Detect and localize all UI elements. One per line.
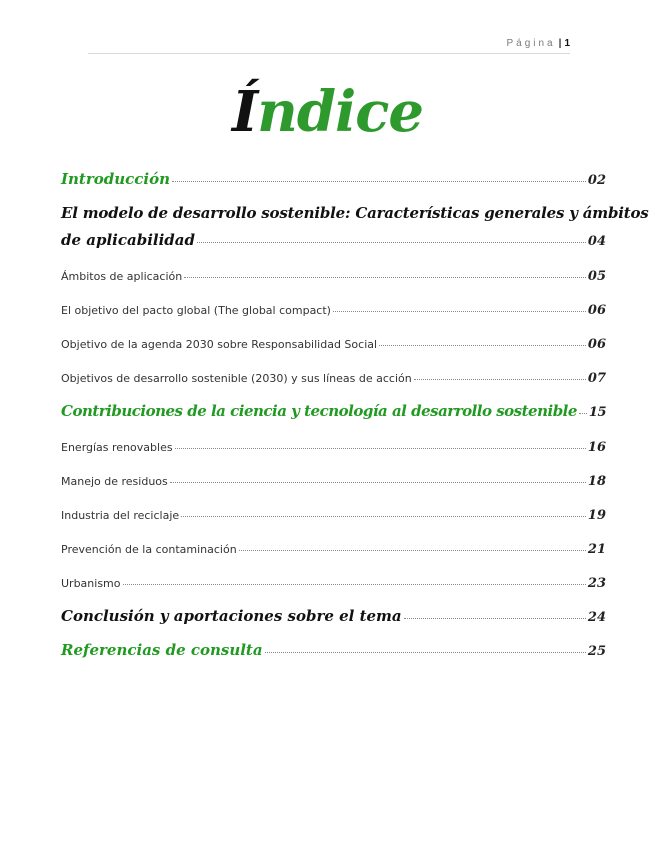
toc-entry-pacto[interactable] bbox=[61, 303, 606, 318]
dot-leader bbox=[265, 643, 586, 653]
toc-page: 18 bbox=[587, 474, 606, 489]
dot-leader bbox=[239, 541, 586, 551]
toc-page: 21 bbox=[587, 542, 606, 557]
toc-label: Industria del reciclaje bbox=[61, 509, 180, 522]
toc-entry-residuos[interactable] bbox=[61, 474, 606, 489]
toc-page: 24 bbox=[587, 610, 606, 625]
toc-page: 23 bbox=[587, 576, 606, 591]
toc-entry-reciclaje[interactable] bbox=[61, 508, 606, 523]
toc-entry-referencias[interactable] bbox=[61, 641, 606, 659]
page-number-label bbox=[506, 38, 570, 49]
toc-label: Introducción bbox=[61, 170, 171, 188]
toc-label: Contribuciones de la ciencia y tecnología al desarrollo sostenible bbox=[61, 402, 577, 420]
page-number: 1 bbox=[564, 38, 570, 49]
toc-entry-ambitos[interactable] bbox=[61, 269, 606, 284]
dot-leader bbox=[333, 302, 586, 312]
toc-entry-conclusion[interactable] bbox=[61, 607, 606, 625]
dot-leader bbox=[181, 507, 586, 517]
toc-entry-agenda[interactable] bbox=[61, 337, 606, 352]
toc-label: Energías renovables bbox=[61, 441, 173, 454]
dot-leader bbox=[197, 233, 586, 243]
toc-entry-urbanismo[interactable] bbox=[61, 576, 606, 591]
toc-page: 06 bbox=[587, 337, 606, 352]
toc-entry-modelo-line2[interactable] bbox=[61, 231, 606, 249]
toc-label: Manejo de residuos bbox=[61, 475, 168, 488]
toc-page: 02 bbox=[587, 173, 606, 188]
dot-leader bbox=[404, 609, 586, 619]
page-title bbox=[0, 76, 655, 148]
dot-leader bbox=[579, 404, 587, 414]
toc-label: Objetivos de desarrollo sostenible (2030) y sus líneas de acción bbox=[61, 372, 412, 385]
toc-page: 16 bbox=[587, 440, 606, 455]
toc-page: 05 bbox=[587, 269, 606, 284]
toc-label: Urbanismo bbox=[61, 577, 121, 590]
dot-leader bbox=[379, 336, 586, 346]
toc-label: El objetivo del pacto global (The global compact) bbox=[61, 304, 331, 317]
dot-leader bbox=[170, 473, 586, 483]
toc-page: 15 bbox=[588, 405, 606, 420]
toc-page: 07 bbox=[587, 371, 606, 386]
toc-page: 25 bbox=[587, 644, 606, 659]
toc-label-line2: de aplicabilidad bbox=[61, 231, 195, 249]
page-separator: | bbox=[558, 38, 562, 49]
toc-entry-objetivos[interactable] bbox=[61, 371, 606, 386]
dot-leader bbox=[123, 575, 586, 585]
dot-leader bbox=[184, 268, 586, 278]
toc-entry-contaminacion[interactable] bbox=[61, 542, 606, 557]
page-word: Página bbox=[506, 38, 556, 49]
toc-label: Prevención de la contaminación bbox=[61, 543, 237, 556]
title-first-letter: Í bbox=[231, 79, 258, 145]
toc-label: Objetivo de la agenda 2030 sobre Responsabilidad Social bbox=[61, 338, 378, 351]
dot-leader bbox=[414, 370, 586, 380]
toc-label: Ámbitos de aplicación bbox=[61, 270, 183, 283]
dot-leader bbox=[172, 172, 586, 182]
title-rest: ndice bbox=[257, 79, 424, 145]
page-header bbox=[88, 36, 570, 54]
toc-label-line1: El modelo de desarrollo sostenible: Características generales y ámbitos bbox=[61, 204, 649, 222]
dot-leader bbox=[175, 439, 586, 449]
toc-entry-energias[interactable] bbox=[61, 440, 606, 455]
toc-page: 19 bbox=[587, 508, 606, 523]
toc-entry-contribuciones[interactable] bbox=[61, 402, 606, 420]
toc-entry-introduccion[interactable] bbox=[61, 170, 606, 188]
toc-entry-modelo[interactable] bbox=[61, 204, 649, 222]
toc-label: Conclusión y aportaciones sobre el tema bbox=[61, 607, 402, 625]
toc-page: 04 bbox=[587, 234, 606, 249]
toc-label: Referencias de consulta bbox=[61, 641, 263, 659]
toc-page: 06 bbox=[587, 303, 606, 318]
